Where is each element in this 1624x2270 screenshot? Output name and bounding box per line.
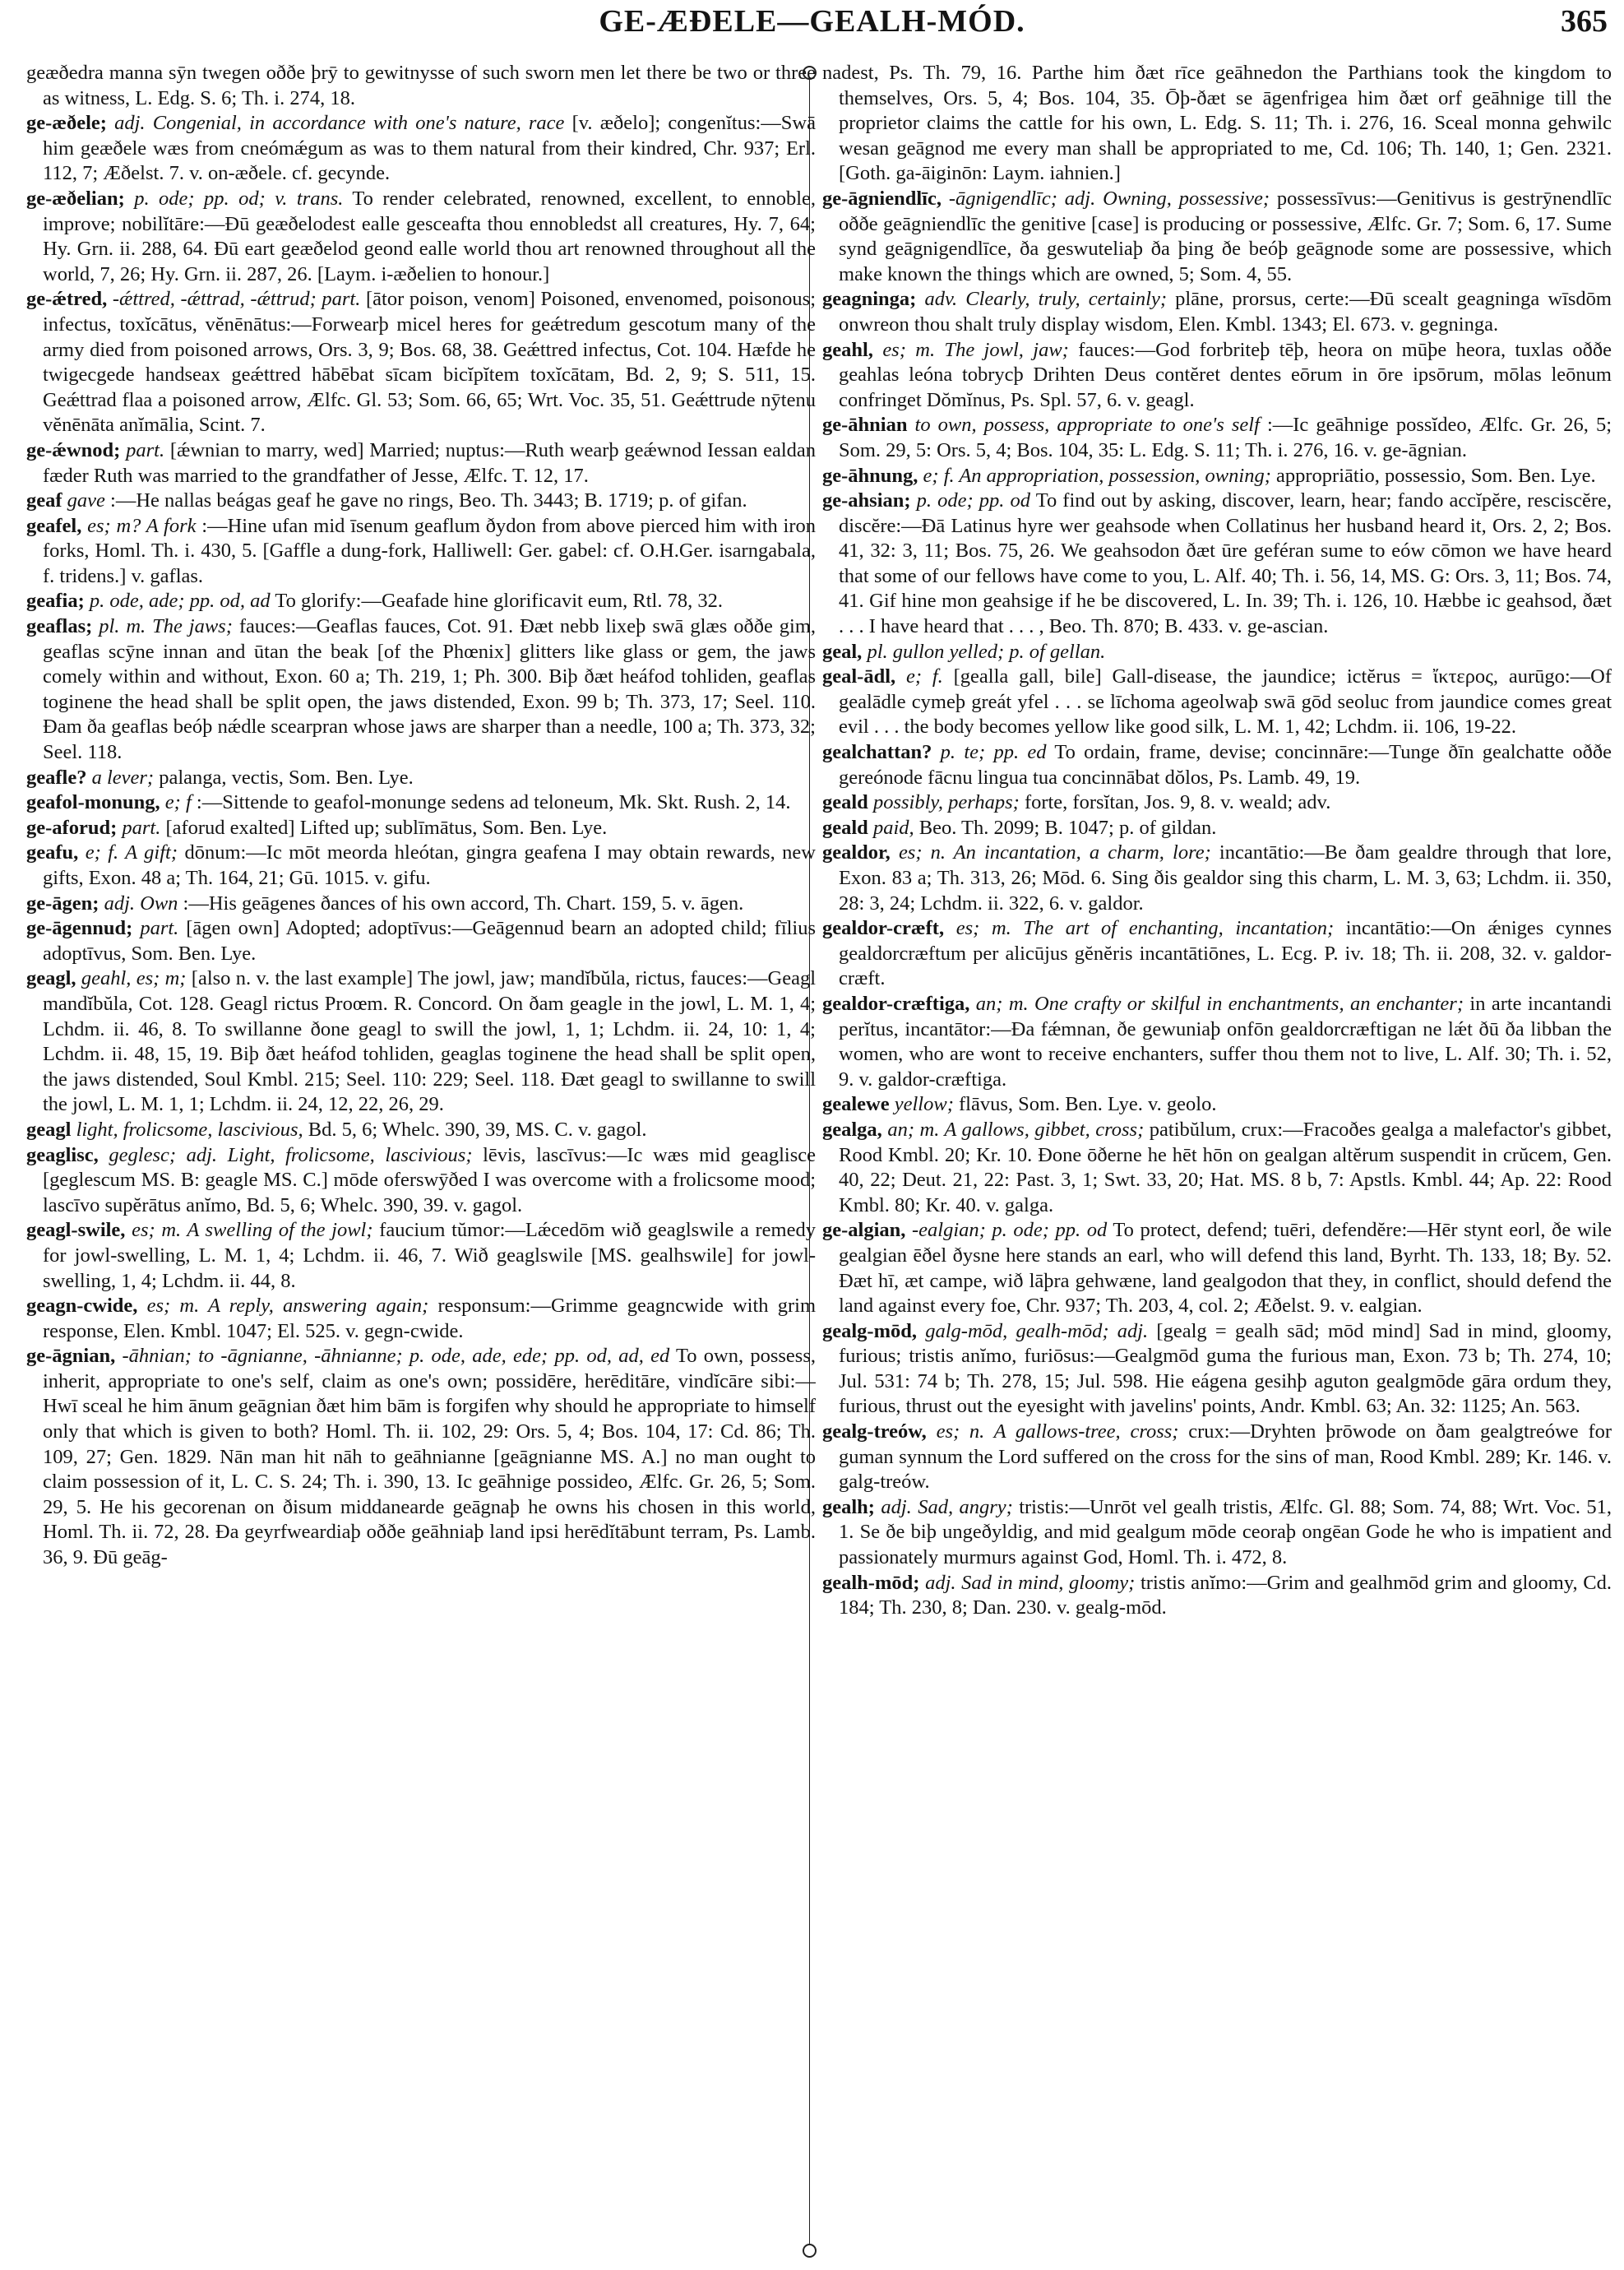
entry-headword: geagl-swile, [26, 1219, 126, 1242]
entry-grammar: -ǽttred, -ǽttrad, -ǽttrud; part. [112, 288, 361, 311]
entry-grammar: galg-mōd, gealh-mōd; adj. [925, 1319, 1149, 1342]
entry-definition: :—Hine ufan mid īsenum geaflum ðydon from above pierced him with iron forks, Homl. Th. i. 430, 5. [Gaffle a dung-fork, Halliwell: Ger. gabel: cf. O.H.Ger. isarngabala, f. tridens.] v. gaflas. [43, 514, 816, 587]
left-column [26, 61, 816, 2263]
dictionary-entry [26, 841, 816, 891]
entry-grammar: -ealgian; p. ode; pp. od [912, 1219, 1108, 1242]
dictionary-entry [822, 413, 1612, 463]
dictionary-entry [26, 1294, 816, 1344]
entry-grammar: es; n. A gallows-tree, cross; [936, 1420, 1179, 1443]
entry-definition: responsum:—Grimme geagncwide with grim response, Elen. Kmbl. 1047; El. 525. v. gegn-cwide. [43, 1295, 816, 1342]
entry-grammar: part. [140, 917, 179, 940]
entry-headword: ge-ǽtred, [26, 288, 108, 311]
entry-definition: in arte incantandi perĭtus, incantātor:—Ða fǽmnan, ðe gewuniaþ onfōn gealdorcræftigan ne lǽt ðū ða libban the women, who are wont to receive enchanters, suffer thou them not to live, L. Alf. 30; Th. i. 52, 9. v. galdor-cræftiga. [839, 992, 1612, 1091]
entry-headword: geald [822, 816, 868, 839]
dictionary-entry [822, 916, 1612, 992]
dictionary-entry [26, 766, 816, 791]
entry-grammar: p. te; pp. ed [940, 741, 1047, 764]
entry-headword: gealchattan? [822, 741, 932, 764]
entry-definition: patibŭlum, crux:—Fracoðes gealga a malefactor's gibbet, Rood Kmbl. 20; Kr. 10. Ðone ōðerne he hēt hōn on gealgan altĕrum suspendit in crŭcem, Gen. 40, 22; Deut. 21, 22: Past. 3, 1; Swt. 33, 20; Hat. MS. 8 b, 7: Apstls. Kmbl. 44; Ap. 22: Rood Kmbl. 80; Kr. 40. v. galga. [839, 1118, 1612, 1216]
dictionary-entry [822, 816, 1612, 841]
dictionary-entry [26, 916, 816, 966]
entry-headword: geaglisc, [26, 1143, 99, 1166]
entry-grammar: adj. Sad, angry; [881, 1495, 1013, 1518]
entry-definition: [aforud exalted] Lifted up; sublīmātus, Som. Ben. Lye. [165, 816, 608, 839]
entry-headword: ge-æðele; [26, 112, 107, 135]
dictionary-entry [26, 489, 816, 514]
entry-headword: geafol-monung, [26, 791, 160, 814]
entry-headword: gealewe [822, 1093, 890, 1116]
dictionary-entry [822, 287, 1612, 337]
entry-definition: plāne, prorsus, certe:—Ðū scealt geagninga wīsdōm onwreon thou shalt truly display wisdom, Elen. Kmbl. 1343; El. 673. v. gegninga. [839, 288, 1612, 336]
entry-grammar: e; f. An appropriation, possession, owning; [923, 464, 1271, 487]
entry-headword: ge-āgnian, [26, 1345, 116, 1368]
entry-headword: geagninga; [822, 288, 917, 311]
entry-grammar: light, frolicsome, lascivious, [76, 1118, 303, 1141]
entry-definition: To render celebrated, renowned, excellent, to ennoble, improve; nobilĭtāre:—Ðū geæðelodest ealle gesceafta thou ennobledst all creatures, Hy. 7, 64; Hy. Grn. ii. 288, 64. Ðū eart geæðelod geond ealle world thou art renowned throughout all the world, 7, 26; Hy. Grn. ii. 287, 26. [Laym. i-æðelien to honour.] [43, 187, 816, 285]
entry-headword: gealga, [822, 1118, 882, 1141]
entry-headword: geafu, [26, 841, 79, 864]
entry-definition: fauces:—Geaflas fauces, Cot. 91. Ðæt nebb lixeþ swā glæs oððe gim, geaflas scȳne innan and ūtan the beak [of the Phœnix] glitters like glass or gem, the jaws comely within and without, Exon. 60 a; Th. 219, 1; Ph. 300. Biþ ðæt heáfod tohliden, geaflas toginene the head shall be split open, the jaws distended, Exon. 99 b; Th. 373, 17; Seel. 110. Ðam ða geaflas beóþ nǽdle scearpran whose jaws are sharper than a needle, 100 a; Th. 373, 32; Seel. 118. [43, 615, 816, 764]
entry-definition: To ordain, frame, devise; concinnāre:—Tunge ðīn gealchatte oððe gereónode fācnu lingua tua concinnābat dŏlos, Ps. Lamb. 49, 19. [839, 741, 1612, 789]
entry-headword: geafle? [26, 766, 87, 789]
dictionary-entry [822, 338, 1612, 414]
entry-headword: ge-ahsian; [822, 489, 911, 512]
entry-headword: geahl, [822, 338, 873, 361]
entry-grammar: geglesc; adj. Light, frolicsome, lascivious; [109, 1143, 473, 1166]
entry-definition: [āgen own] Adopted; adoptīvus:—Geāgennud bearn an adopted child; fīlius adoptīvus, Som. Ben. Lye. [43, 917, 816, 965]
entry-grammar: to own, possess, appropriate to one's self [914, 414, 1260, 437]
entry-grammar: adj. Own [104, 892, 178, 915]
dictionary-entry [822, 1571, 1612, 1621]
entry-headword: ge-āgennud; [26, 917, 133, 940]
entry-grammar: possibly, perhaps; [872, 791, 1020, 814]
entry-headword: geald [822, 791, 868, 814]
entry-grammar: e; f. A gift; [85, 841, 178, 864]
entry-definition: geæðedra manna sȳn twegen oððe þrȳ to gewitnysse of such sworn men let there be two or three as witness, L. Edg. S. 6; Th. i. 274, 18. [26, 62, 816, 109]
entry-grammar: adv. Clearly, truly, certainly; [924, 288, 1168, 311]
dictionary-entry [26, 61, 816, 111]
dictionary-entry [822, 1118, 1612, 1218]
dictionary-entry [822, 1218, 1612, 1318]
entry-definition: Beo. Th. 2099; B. 1047; p. of gildan. [918, 816, 1217, 839]
entry-grammar: e; f. [905, 665, 943, 688]
entry-definition: nadest, Ps. Th. 79, 16. Parthe him ðæt rīce geāhnedon the Parthians took the kingdom to themselves, Ors. 5, 4; Bos. 104, 35. Ōþ-ðæt se āgenfrigea him ðæt orf geāhnige till the proprietor claims the cattle for his own, L. Edg. S. 11; Th. i. 276, 16. Sceal monna gehwilc wesan geāgnod me every man shall be appropriated to me, Cd. 106; Th. 140, 1; Gen. 2321. [Goth. ga-āiginōn: Laym. iahnien.] [822, 62, 1612, 185]
entry-definition: forte, forsĭtan, Jos. 9, 8. v. weald; adv. [1024, 791, 1331, 814]
entry-grammar: an; m. One crafty or skilful in enchantments, an enchanter; [975, 992, 1464, 1015]
entry-grammar: es; m. The art of enchanting, incantation; [955, 917, 1335, 940]
entry-headword: ge-āhnung, [822, 464, 918, 487]
dictionary-entry [822, 1092, 1612, 1118]
entry-definition: Bd. 5, 6; Whelc. 390, 39, MS. C. v. gagol. [308, 1118, 647, 1141]
dictionary-entry [822, 1495, 1612, 1571]
entry-grammar: p. ode, ade; pp. od, ad [89, 590, 271, 613]
entry-grammar: gave [67, 489, 105, 512]
dictionary-entry [26, 111, 816, 187]
entry-definition: [ǽwnian to marry, wed] Married; nuptus:—Ruth wearþ geǽwnod Iessan ealdan fæder Ruth was married to the grandfather of Jesse, Ælfc. T. 12, 17. [43, 438, 816, 487]
dictionary-entry [822, 1420, 1612, 1495]
dictionary-entry [822, 740, 1612, 790]
page-title: GE-ÆÐELE—GEALH-MÓD. [599, 4, 1025, 39]
entry-headword: geal-ādl, [822, 665, 896, 688]
entry-definition: flāvus, Som. Ben. Lye. v. geolo. [959, 1093, 1217, 1116]
entry-definition: faucium tŭmor:—Lǽcedōm wið geaglswile a remedy for jowl-swelling, L. M. 1, 4; Lchdm. ii. 46, 7. Wið geaglswile [MS. gealhswile] for jowl-swelling, 1, 4; Lchdm. ii. 44, 8. [43, 1219, 816, 1292]
entry-headword: geaflas; [26, 615, 93, 638]
dictionary-entry [822, 790, 1612, 816]
entry-grammar: adj. Sad in mind, gloomy; [925, 1571, 1136, 1594]
entry-definition: [also n. v. the last example] The jowl, jaw; mandĭbŭla, rictus, fauces:—Geagl mandĭbŭla, Cot. 128. Geagl rictus Proœm. R. Concord. On ðam geagle in the jowl, L. M. 1, 4; Lchdm. ii. 46, 8. To swillanne ðone geagl to swill the jowl, 1, 1; Lchdm. ii. 24, 10: 1, 4; Lchdm. ii. 48, 15, 19. Biþ ðæt heáfod tohliden, geaglas toginene the head shall be split open, the jaws distended, Soul Kmbl. 215; Seel. 110: 229; Seel. 118. Ðæt geagl to swillanne to swill the jowl, L. M. 1, 1; Lchdm. ii. 24, 12, 22, 26, 29. [43, 967, 816, 1116]
entry-headword: ge-āgniendlīc, [822, 187, 942, 210]
entry-grammar: e; f [164, 791, 192, 814]
entry-headword: geagn-cwide, [26, 1295, 138, 1318]
entry-headword: geagl [26, 1118, 72, 1141]
entry-definition: [v. æðelo]; congenĭtus:—Swā him geæðele wæs from cneómǽgum as was to them natural from their kindred, Chr. 937; Erl. 112, 7; Æðelst. 7. v. on-æðele. cf. gecynde. [43, 112, 816, 185]
dictionary-entry [26, 614, 816, 766]
entry-grammar: pl. gullon yelled; p. of gellan. [867, 640, 1106, 663]
entry-definition: fauces:—God forbriteþ tēþ, heora on mūþe heora, tuxlas oððe geahlas leóna tobrycþ Drihten Deus contĕret dentes eōrum in ōre ipsōrum, mōlas leōnum confringet Dŏmĭnus, Ps. Spl. 57, 6. v. geagl. [839, 338, 1612, 411]
entry-headword: geaf [26, 489, 62, 512]
entry-definition: crux:—Dryhten þrōwode on ðam gealgtreówe for guman synnum the Lord suffered on the cross for the sins of man, Rood Kmbl. 289; Kr. 146. v. galg-treów. [839, 1420, 1612, 1494]
entry-grammar: es; m. A swelling of the jowl; [132, 1219, 373, 1242]
entry-definition: :—He nallas beágas geaf he gave no rings, Beo. Th. 3443; B. 1719; p. of gifan. [110, 489, 747, 512]
page-header [0, 0, 1624, 46]
entry-definition: [ātor poison, venom] Poisoned, envenomed, poisonous; infectus, toxĭcātus, vĕnēnātus:—Forwearþ micel heres for geǽtredum gescotum many of the army died from poisoned arrows, Ors. 3, 9; Bos. 68, 38. Geǽttred infectus, Cot. 104. Hæfde he twigecgede handseax geǽttred hābēbat sīcam bicĭpĭtem toxĭcātam, Bd. 2, 9; S. 511, 15. Geǽttrad flaa a poisoned arrow, Ælfc. Gl. 53; Som. 66, 65; Wrt. Voc. 35, 51. Geǽttrude nȳtenu vĕnēnāta anĭmālia, Scint. 7. [43, 288, 816, 437]
dictionary-entry [822, 1319, 1612, 1420]
dictionary-entry [26, 438, 816, 489]
dictionary-entry [822, 992, 1612, 1092]
dictionary-entry [26, 1143, 816, 1219]
entry-definition: dōnum:—Ic mōt meorda hleótan, gingra geafena I may obtain rewards, new gifts, Exon. 48 a; Th. 164, 21; Gū. 1015. v. gifu. [43, 841, 816, 889]
entry-headword: ge-aforud; [26, 816, 118, 839]
entry-grammar: pl. m. The jaws; [99, 615, 233, 638]
entry-grammar: -āhnian; to -āgnianne, -āhnianne; p. ode, ade, ede; pp. od, ad, ed [122, 1345, 670, 1368]
entry-grammar: yellow; [894, 1093, 954, 1116]
entry-grammar: an; m. A gallows, gibbet, cross; [887, 1118, 1145, 1141]
dictionary-entry [26, 1218, 816, 1294]
dictionary-entry [26, 790, 816, 816]
entry-definition: possessīvus:—Genitivus is gestrȳnendlīc oððe geāgniendlīc the genitive [case] is producing or possessive, Ælfc. Gr. 7; Som. 6, 17. Sume synd geāgnigendlīce, ða geswuteliaþ ða þing ðe beóþ geāgnode some are possessive, which make known the things which are owned, 5; Som. 4, 55. [839, 187, 1612, 285]
entry-headword: gealg-treów, [822, 1420, 927, 1443]
entry-definition: tristis:—Unrōt vel gealh tristis, Ælfc. Gl. 88; Som. 74, 88; Wrt. Voc. 51, 1. Se ðe biþ ungeðyldig, and mid gealgum mōde ceoraþ ongēan Gode he who is impatient and passionately murmurs against God, Homl. Th. i. 472, 8. [839, 1495, 1612, 1569]
entry-definition: To glorify:—Geafade hine glorificavit eum, Rtl. 78, 32. [275, 590, 723, 613]
entry-grammar: p. ode; pp. od; v. trans. [134, 187, 344, 210]
entry-grammar: -āgnigendlīc; adj. Owning, possessive; [948, 187, 1270, 210]
entry-grammar: part. [122, 816, 161, 839]
entry-headword: ge-āhnian [822, 414, 908, 437]
dictionary-entry [822, 61, 1612, 187]
entry-definition: incantātio:—Be ðam gealdre through that lore, Exon. 83 a; Th. 313, 26; Mōd. 6. Sing ðis gealdor sing this charm, L. M. 3, 63; Lchdm. ii. 350, 28: 3, 24; Lchdm. ii. 322, 6. v. galdor. [839, 841, 1612, 915]
entry-headword: gealdor-cræftiga, [822, 992, 970, 1015]
entry-headword: geafel, [26, 514, 82, 537]
dictionary-entry [822, 841, 1612, 916]
dictionary-entry [822, 665, 1612, 740]
entry-definition: tristis anĭmo:—Grim and gealhmōd grim and gloomy, Cd. 184; Th. 230, 8; Dan. 230. v. gealg-mōd. [839, 1571, 1612, 1619]
entry-grammar: part. [126, 438, 165, 461]
entry-definition: To own, possess, inherit, appropriate to one's self, claim as one's own; possidēre, herēditāre, vindĭcāre sibi:—Hwī sceal he him ānum geāgnian ðæt him bām is forgifen why should he appropriate to himself only that which is given to both? Homl. Th. ii. 102, 29: Ors. 5, 4; Bos. 104, 17: Cd. 86; Th. 109, 27; Gen. 1829. Nān man hit nāh to geāhnianne [geāgnianne MS. A.] no man ought to claim possession of it, L. C. S. 24; Th. i. 390, 13. Ic geāhnige possideo, Ælfc. Gr. 26, 5; Som. 29, 5. He his gecorenan on ðisum middanearde geāgnaþ he owns his chosen in this world, Homl. Th. ii. 72, 28. Ða geyrfweardiaþ oððe geāhniaþ land ipsi herēdĭtābunt terram, Ps. Lamb. 36, 9. Ðū geāg- [43, 1345, 816, 1569]
entry-grammar: p. ode; pp. od [916, 489, 1031, 512]
dictionary-entry [26, 1118, 816, 1143]
entry-definition: appropriātio, possessio, Som. Ben. Lye. [1276, 464, 1596, 487]
dictionary-entry [822, 464, 1612, 489]
entry-definition: To protect, defend; tuēri, defendĕre:—Hēr stynt eorl, ðe wile gealgian ēðel ðysne here stands an earl, who will defend this land, Byrht. Th. 133, 18; By. 52. Ðæt hī, æt campe, wið lāþra gehwæne, land gealgodon that they, in conflict, should defend the land against every foe, Chr. 937; Th. 203, 4, col. 2; Æðelst. 9. v. ealgian. [839, 1219, 1612, 1318]
entry-definition: To find out by asking, discover, learn, hear; fando accĭpĕre, resciscĕre, discĕre:—Ðā Latinus hyre wer geahsode when Collatinus her husband heard it, Ors. 2, 2; Bos. 41, 32: 3, 11; Bos. 75, 26. We geahsodon ðæt ūre geféran sume to eów cōmon we have heard that some of our fellows have come to you, L. Alf. 40; Th. i. 56, 14, MS. G: Ors. 3, 11; Bos. 74, 41. Gif hine mon geahsige if he be discovered, L. In. 39; Th. i. 126, 10. Hæbbe ic geahsod, ðæt . . . I have heard that . . . , Beo. Th. 870; B. 433. v. ge-ascian. [839, 489, 1612, 638]
entry-grammar: es; m. A reply, answering again; [146, 1295, 429, 1318]
entry-definition: incantātio:—On ǽniges cynnes gealdorcræftum per alicūjus gĕnĕris incantātiōnes, L. Ecg. P. iv. 18; Th. ii. 208, 32. v. galdor-cræft. [839, 917, 1612, 990]
entry-headword: ge-æðelian; [26, 187, 125, 210]
entry-grammar: a lever; [91, 766, 155, 789]
dictionary-entry [26, 589, 816, 614]
entry-grammar: adj. Congenial, in accordance with one's nature, race [114, 112, 565, 135]
dictionary-entry [26, 1344, 816, 1570]
entry-definition: [gealg = gealh sād; mōd mind] Sad in mind, gloomy, furious; tristis anĭmo, furiōsus:—Gealgmōd guma the furious man, Exon. 73 b; Th. 274, 10; Jul. 531: 74 b; Th. 278, 15; Jul. 598. Hie eágena gesihþ aguton gealgmōde gāra ordum they, furious, thrust out the eyesight with javelins' points, Andr. Kmbl. 63; An. 32: 1125; An. 563. [839, 1319, 1612, 1418]
entry-definition: palanga, vectis, Som. Ben. Lye. [159, 766, 414, 789]
entry-headword: ge-algian, [822, 1219, 906, 1242]
entry-headword: ge-ǽwnod; [26, 438, 121, 461]
dictionary-entry [26, 966, 816, 1118]
entry-grammar: es; m? A fork [87, 514, 197, 537]
page-number: 365 [1561, 4, 1608, 39]
dictionary-entry [26, 187, 816, 287]
entry-headword: gealh; [822, 1495, 875, 1518]
entry-headword: gealg-mōd, [822, 1319, 917, 1342]
dictionary-entry [822, 187, 1612, 287]
entry-grammar: es; n. An incantation, a charm, lore; [898, 841, 1211, 864]
entry-definition: [gealla gall, bile] Gall-disease, the jaundice; ictĕrus = ἴκτερος, aurūgo:—Of gealādle cymeþ greát yfel . . . se līchoma ageolwaþ swā gōd seoluc from jaundice comes great evil . . . the body becomes yellow like good silk, L. M. 1, 42; Lchdm. ii. 106, 19-22. [839, 665, 1612, 739]
entry-headword: gealdor, [822, 841, 891, 864]
dictionary-entry [26, 892, 816, 917]
entry-headword: gealh-mōd; [822, 1571, 920, 1594]
entry-definition: :—His geāgenes ðances of his own accord, Th. Chart. 159, 5. v. āgen. [183, 892, 744, 915]
right-column [822, 61, 1612, 2263]
entry-definition: :—Sittende to geafol-monunge sedens ad teloneum, Mk. Skt. Rush. 2, 14. [196, 791, 791, 814]
dictionary-entry [822, 640, 1612, 665]
entry-grammar: es; m. The jowl, jaw; [882, 338, 1069, 361]
entry-headword: gealdor-cræft, [822, 917, 945, 940]
entry-definition: lēvis, lascīvus:—Ic wæs mid geaglisce [geglescum MS. B: geagle MS. C.] mōde oferswȳðed I was overcome with a frolicsome mood; lascīvo supĕrātus anĭmo, Bd. 5, 6; Whelc. 390, 39. v. gagol. [43, 1143, 816, 1216]
dictionary-entry [26, 816, 816, 841]
entry-headword: geafia; [26, 590, 85, 613]
dictionary-entry [822, 489, 1612, 640]
entry-headword: geagl, [26, 967, 76, 990]
entry-grammar: paid, [872, 816, 914, 839]
dictionary-entry [26, 287, 816, 438]
entry-headword: geal, [822, 640, 863, 663]
entry-grammar: geahl, es; m; [81, 967, 187, 990]
dictionary-entry [26, 514, 816, 590]
entry-definition: :—Ic geāhnige possĭdeo, Ælfc. Gr. 26, 5; Som. 29, 5: Ors. 5, 4; Bos. 104, 35: L. Edg. S. 11; Th. i. 276, 16. v. ge-āgnian. [839, 414, 1612, 461]
entry-headword: ge-āgen; [26, 892, 99, 915]
